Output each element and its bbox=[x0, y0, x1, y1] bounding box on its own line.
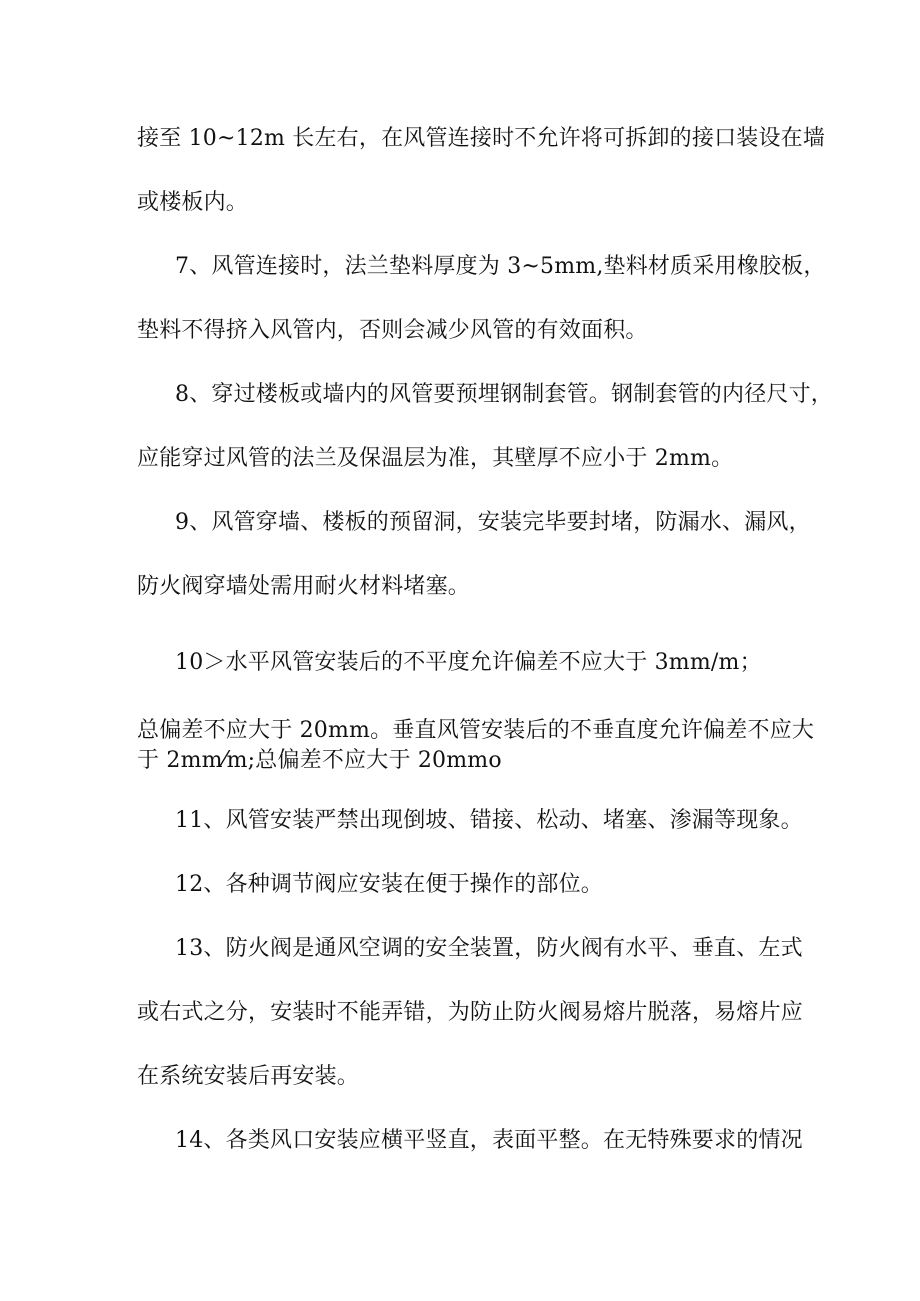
text-line: 或右式之分，安装时不能弄错，为防止防火阀易熔片脱落，易熔片应 bbox=[137, 1000, 804, 1025]
text-line: 应能穿过风管的法兰及保温层为准，其壁厚不应小于 2mm。 bbox=[137, 446, 734, 471]
text-line: 垫料不得挤入风管内，否则会减少风管的有效面积。 bbox=[137, 318, 648, 343]
text-line: 防火阀穿墙处需用耐火材料堵塞。 bbox=[137, 574, 471, 599]
item-7-line: 7、风管连接时，法兰垫料厚度为 3~5mm,垫料材质采用橡胶板， bbox=[175, 254, 826, 279]
text-line: 或楼板内。 bbox=[137, 190, 249, 215]
text-line: 接至 10~12m 长左右，在风管连接时不允许将可拆卸的接口装设在墙 bbox=[137, 126, 826, 151]
item-10-line: 10＞水平风管安装后的不平度允许偏差不应大于 3mm/m； bbox=[175, 650, 762, 675]
item-11-line: 11、风管安装严禁出现倒坡、错接、松动、堵塞、渗漏等现象。 bbox=[175, 808, 803, 833]
text-line: 在系统安装后再安装。 bbox=[137, 1064, 360, 1089]
text-line: 总偏差不应大于 20mm。垂直风管安装后的不垂直度允许偏差不应大 bbox=[137, 718, 815, 743]
item-13-line: 13、防火阀是通风空调的安全装置，防火阀有水平、垂直、左式 bbox=[175, 936, 803, 961]
text-line: 于 2mm⁄m;总偏差不应大于 20mmo bbox=[137, 748, 502, 773]
item-8-line: 8、穿过楼板或墙内的风管要预埋钢制套管。钢制套管的内径尺寸， bbox=[175, 382, 833, 407]
item-12-line: 12、各种调节阀应安装在便于操作的部位。 bbox=[175, 872, 603, 897]
item-14-line: 14、各类风口安装应横平竖直，表面平整。在无特殊要求的情况 bbox=[175, 1128, 803, 1153]
item-9-line: 9、风管穿墙、楼板的预留洞，安装完毕要封堵，防漏水、漏风， bbox=[175, 510, 811, 535]
